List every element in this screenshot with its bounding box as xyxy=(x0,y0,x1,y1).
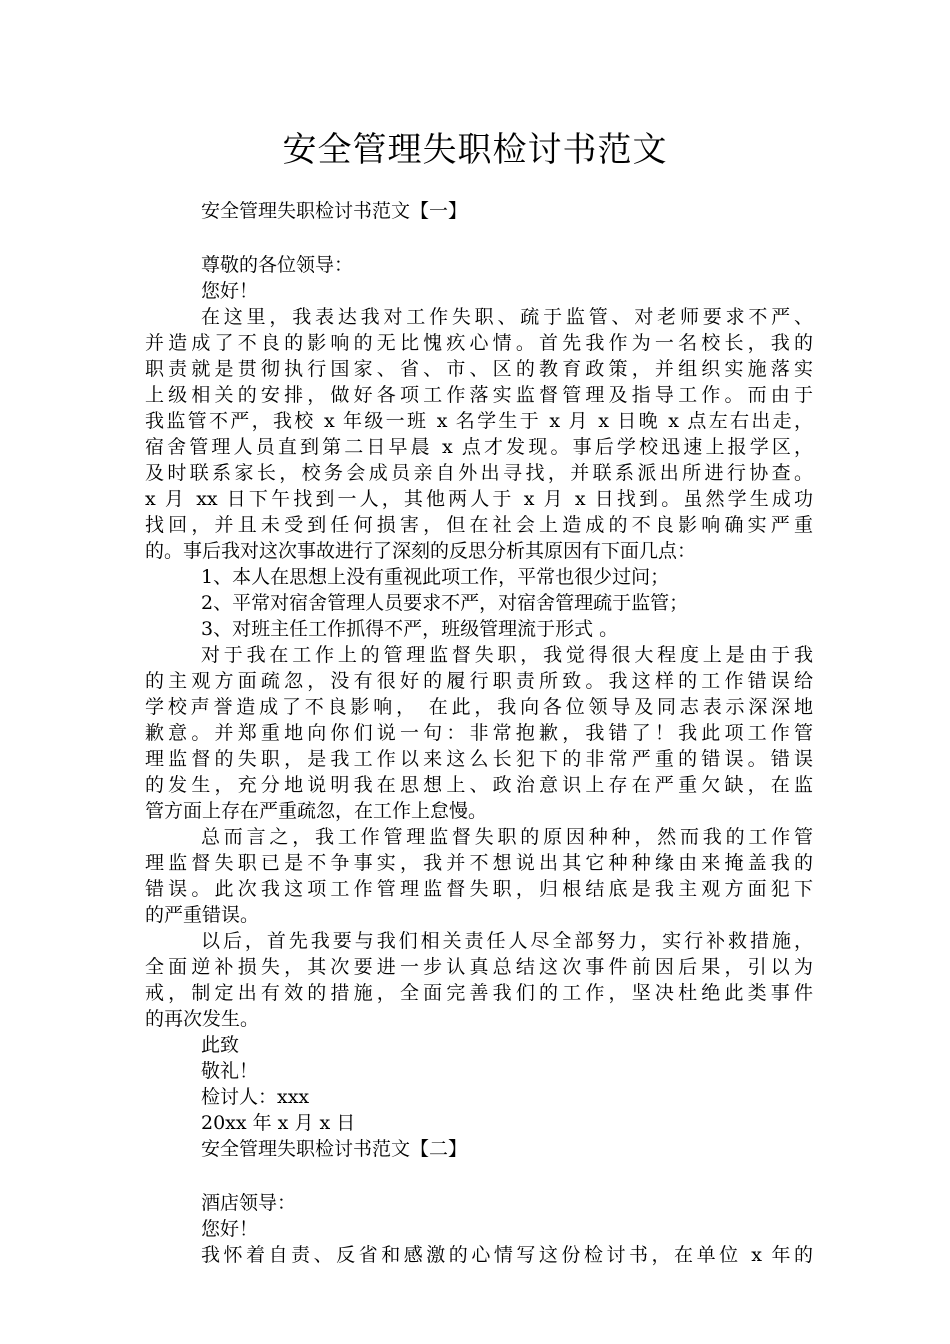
paragraph-line: 歉意。并郑重地向你们说一句：非常抱歉，我错了！我此项工作管 xyxy=(145,722,813,744)
paragraph-line: 在这里，我表达我对工作失职、疏于监管、对老师要求不严、 xyxy=(201,306,813,328)
closing-line: 此致 xyxy=(201,1034,240,1056)
list-item: 2、平常对宿舍管理人员要求不严，对宿舍管理疏于监管； xyxy=(201,592,689,614)
salutation: 尊敬的各位领导： xyxy=(201,254,354,276)
blank-line xyxy=(145,1162,813,1190)
paragraph-line: 的发生，充分地说明我在思想上、政治意识上存在严重欠缺，在监 xyxy=(145,774,813,796)
paragraph-line: 及时联系家长，校务会成员亲自外出寻找，并联系派出所进行协查。 xyxy=(145,462,813,484)
paragraph-line: 找回，并且未受到任何损害，但在社会上造成的不良影响确实严重 xyxy=(145,514,813,536)
salutation: 酒店领导： xyxy=(201,1192,297,1214)
paragraph-line: 以后，首先我要与我们相关责任人尽全部努力，实行补救措施， xyxy=(201,930,813,952)
section-heading: 安全管理失职检讨书范文【二】 xyxy=(201,1138,468,1160)
section-heading: 安全管理失职检讨书范文【一】 xyxy=(201,200,468,222)
paragraph-line: 对于我在工作上的管理监督失职，我觉得很大程度上是由于我 xyxy=(201,644,813,666)
greeting: 您好！ xyxy=(201,280,259,302)
document-body xyxy=(145,198,813,1268)
paragraph-line: 并造成了不良的影响的无比愧疚心情。首先我作为一名校长，我的 xyxy=(145,332,813,354)
paragraph-line: 管方面上存在严重疏忽，在工作上怠慢。 xyxy=(145,800,488,822)
paragraph-line: 错误。此次我这项工作管理监督失职，归根结底是我主观方面犯下 xyxy=(145,878,813,900)
paragraph-line: 上级相关的安排，做好各项工作落实监督管理及指导工作。而由于 xyxy=(145,384,813,406)
list-item: 3、对班主任工作抓得不严，班级管理流于形式 。 xyxy=(201,618,619,640)
paragraph-line: 我怀着自责、反省和感激的心情写这份检讨书，在单位 x 年的 xyxy=(201,1244,813,1266)
paragraph-line: 职责就是贯彻执行国家、省、市、区的教育政策，并组织实施落实 xyxy=(145,358,813,380)
blank-line xyxy=(145,224,813,252)
paragraph-line: 的主观方面疏忽，没有很好的履行职责所致。我这样的工作错误给 xyxy=(145,670,813,692)
paragraph-line: x 月 xx 日下午找到一人，其他两人于 x 月 x 日找到。虽然学生成功 xyxy=(145,488,813,510)
paragraph-line: 的再次发生。 xyxy=(145,1008,260,1030)
paragraph-line: 的严重错误。 xyxy=(145,904,260,926)
paragraph-line: 宿舍管理人员直到第二日早晨 x 点才发现。事后学校迅速上报学区， xyxy=(145,436,813,458)
paragraph-line: 总而言之，我工作管理监督失职的原因种种，然而我的工作管 xyxy=(201,826,813,848)
paragraph-line: 学校声誉造成了不良影响， 在此，我向各位领导及同志表示深深地 xyxy=(145,696,813,718)
paragraph-line: 全面逆补损失，其次要进一步认真总结这次事件前因后果，引以为 xyxy=(145,956,813,978)
document-title: 安全管理失职检讨书范文 xyxy=(282,130,668,170)
paragraph-line: 的。事后我对这次事故进行了深刻的反思分析其原因有下面几点： xyxy=(145,540,697,562)
paragraph-line: 理监督的失职，是我工作以来这么长犯下的非常严重的错误。错误 xyxy=(145,748,813,770)
signature-line: 检讨人：xxx xyxy=(201,1086,310,1108)
paragraph-line: 戒，制定出有效的措施，全面完善我们的工作，坚决杜绝此类事件 xyxy=(145,982,813,1004)
paragraph-line: 我监管不严，我校 x 年级一班 x 名学生于 x 月 x 日晚 x 点左右出走， xyxy=(145,410,813,432)
list-item: 1、本人在思想上没有重视此项工作，平常也很少过问； xyxy=(201,566,670,588)
closing-line: 敬礼！ xyxy=(201,1060,259,1082)
greeting: 您好！ xyxy=(201,1218,259,1240)
date-line: 20xx 年 x 月 x 日 xyxy=(201,1112,356,1134)
paragraph-line: 理监督失职已是不争事实，我并不想说出其它种种缘由来掩盖我的 xyxy=(145,852,813,874)
